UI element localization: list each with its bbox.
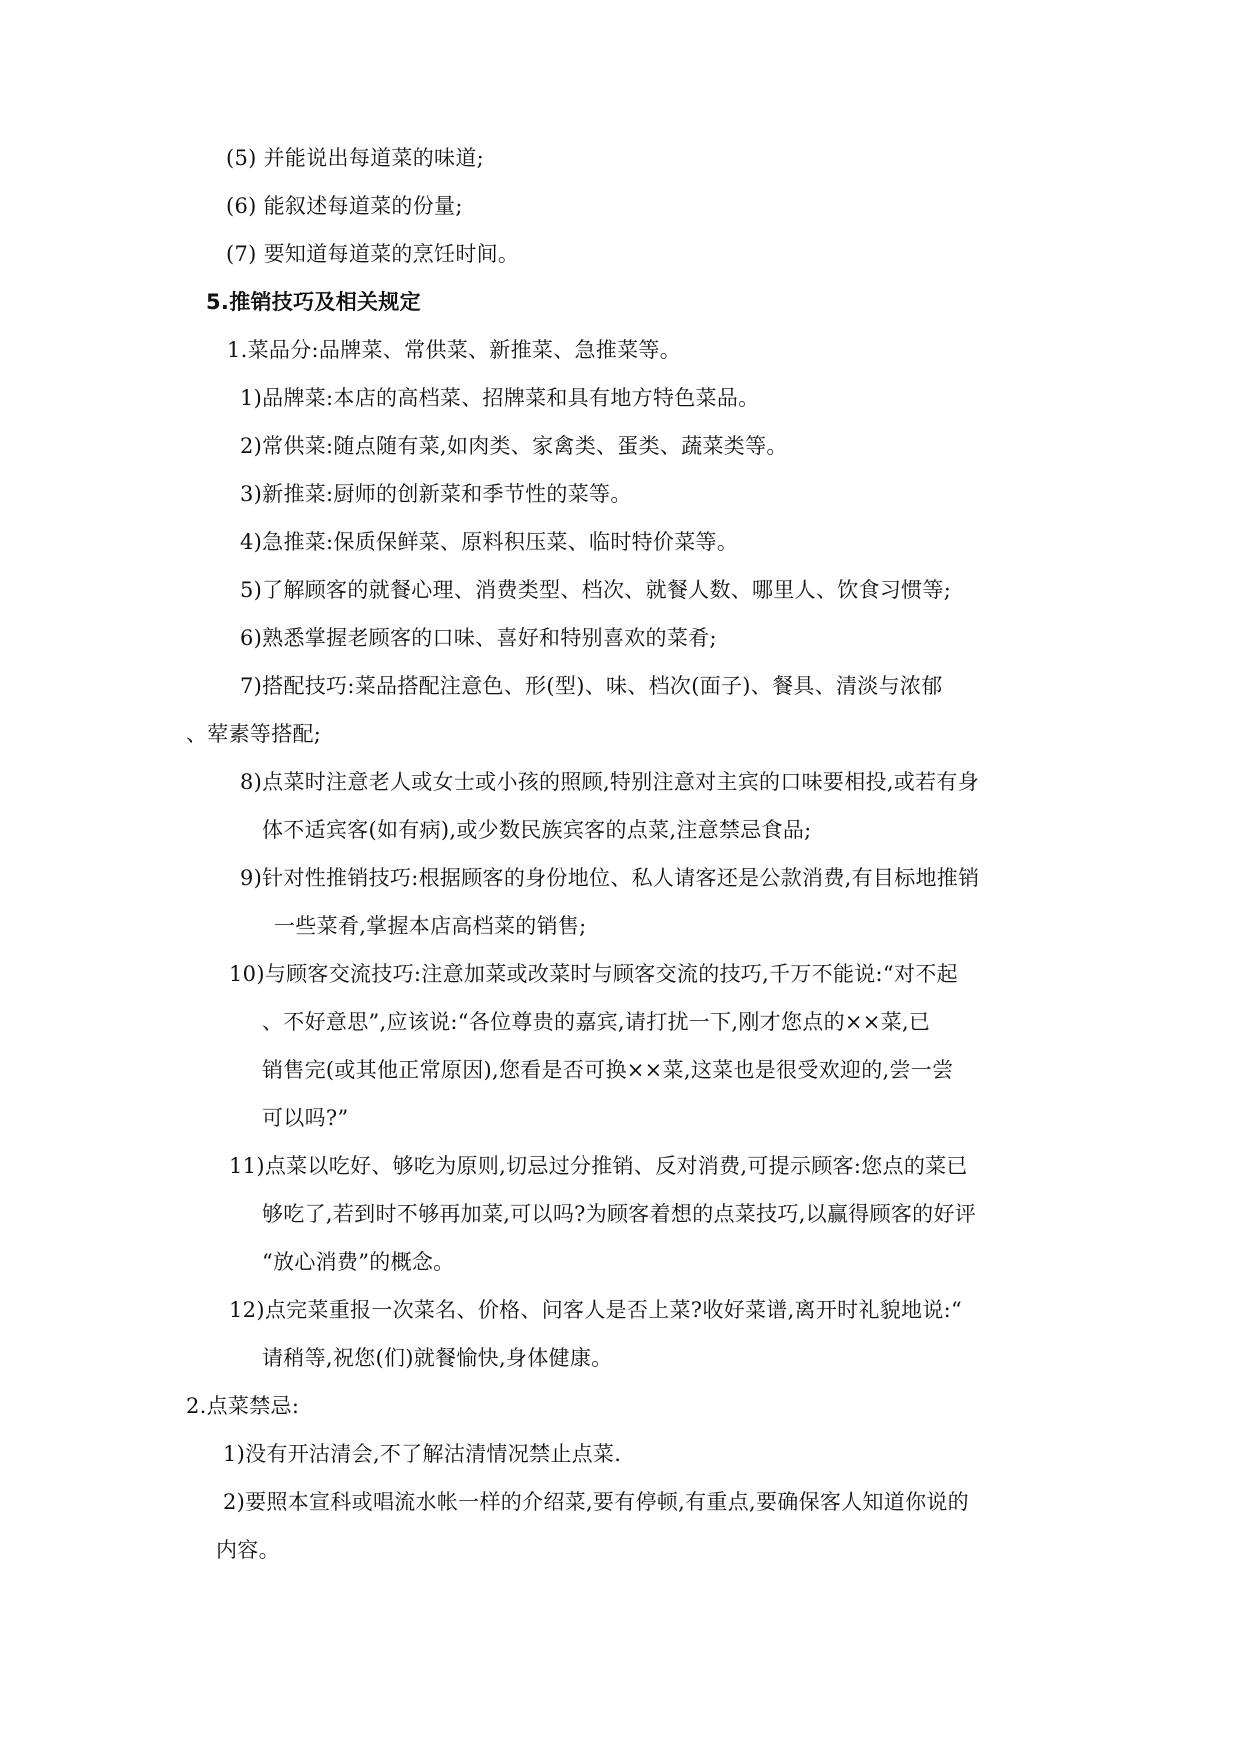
item-signature-dish: 1)品牌菜:本店的高档菜、招牌菜和具有地方特色菜品。 [240,386,760,410]
item-communication-cont-1: 、不好意思”,应该说:“各位尊贵的嘉宾,请打扰一下,刚才您点的××菜,已 [262,1010,931,1034]
item-ordering-principle-cont-1: 够吃了,若到时不够再加菜,可以吗?为顾客着想的点菜技巧,以赢得顾客的好评 [262,1202,977,1226]
item-communication: 10)与顾客交流技巧:注意加菜或改菜时与顾客交流的技巧,千万不能说:“对不起 [229,962,958,986]
item-repeat-order-cont: 请稍等,祝您(们)就餐愉快,身体健康。 [262,1346,613,1370]
item-pairing-skills: 7)搭配技巧:菜品搭配注意色、形(型)、味、档次(面子)、餐具、清淡与浓郁 [240,674,943,698]
item-targeted-sales: 9)针对性推销技巧:根据顾客的身份地位、私人请客还是公款消费,有目标地推销 [240,866,980,890]
list-item-6: (6) 能叙述每道菜的份量; [226,194,463,218]
list-item-7: (7) 要知道每道菜的烹饪时间。 [226,242,520,266]
section-heading-sales-skills: 5.推销技巧及相关规定 [206,290,421,314]
section-heading-ordering-taboos: 2.点菜禁忌: [186,1394,300,1418]
item-regular-dish: 2)常供菜:随点随有菜,如肉类、家禽类、蛋类、蔬菜类等。 [240,434,788,458]
item-targeted-sales-cont: 一些菜肴,掌握本店高档菜的销售; [274,914,587,938]
item-regular-customers: 6)熟悉掌握老顾客的口味、喜好和特别喜欢的菜肴; [240,626,717,650]
taboo-item-2-cont: 内容。 [216,1538,280,1562]
item-ordering-care: 8)点菜时注意老人或女士或小孩的照顾,特别注意对主宾的口味要相投,或若有身 [240,770,980,794]
item-repeat-order: 12)点完菜重报一次菜名、价格、问客人是否上菜?收好菜谱,离开时礼貌地说:“ [229,1298,963,1322]
item-urgent-dish: 4)急推菜:保质保鲜菜、原料积压菜、临时特价菜等。 [240,530,739,554]
list-item-5: (5) 并能说出每道菜的味道; [226,146,484,170]
item-ordering-principle-cont-2: “放心消费”的概念。 [262,1250,455,1274]
item-pairing-skills-cont: 、荤素等搭配; [186,722,322,746]
taboo-item-2: 2)要照本宣科或唱流水帐一样的介绍菜,要有停顿,有重点,要确保客人知道你说的 [223,1490,969,1514]
item-customer-psychology: 5)了解顾客的就餐心理、消费类型、档次、就餐人数、哪里人、饮食习惯等; [240,578,952,602]
item-communication-cont-2: 销售完(或其他正常原因),您看是否可换××菜,这菜也是很受欢迎的,尝一尝 [262,1058,954,1082]
menu-categories-intro: 1.菜品分:品牌菜、常供菜、新推菜、急推菜等。 [227,338,682,362]
item-ordering-care-cont: 体不适宾客(如有病),或少数民族宾客的点菜,注意禁忌食品; [262,818,812,842]
item-communication-cont-3: 可以吗?” [262,1106,349,1130]
item-new-dish: 3)新推菜:厨师的创新菜和季节性的菜等。 [240,482,632,506]
item-ordering-principle: 11)点菜以吃好、够吃为原则,切忌过分推销、反对消费,可提示顾客:您点的菜已 [229,1154,968,1178]
taboo-item-1: 1)没有开沽清会,不了解沽清情况禁止点菜. [223,1442,622,1466]
